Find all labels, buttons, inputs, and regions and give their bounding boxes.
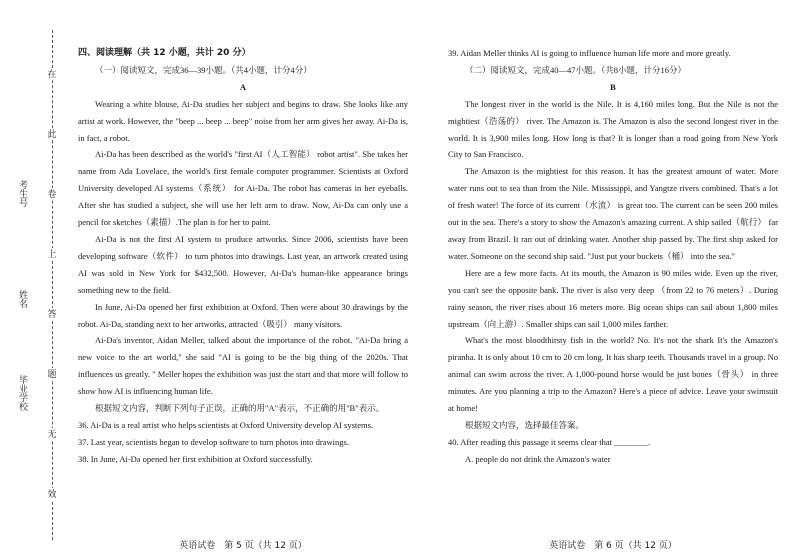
- left-page: [78, 45, 408, 468]
- seal-char: 在: [47, 69, 57, 79]
- page-footer: 英语试卷 第 5 页（共 12 页）: [179, 541, 307, 551]
- seal-char: 题: [47, 369, 57, 379]
- school-label: 毕业学校: [18, 375, 28, 411]
- instruction: 根据短文内容，判断下列句子正误，正确的用"A"表示，不正确的用"B"表示。: [95, 403, 385, 414]
- section-title: 四、阅读理解（共 12 小题，共计 20 分）: [78, 48, 251, 58]
- candidate-number-field[interactable]: [16, 180, 30, 207]
- passage-label: A: [239, 81, 247, 92]
- candidate-number-label: 考生号: [18, 180, 28, 207]
- question-37: 37. Last year, scientists began to develop software to turn photos into drawings.: [78, 436, 349, 447]
- seal-char: 无: [47, 429, 57, 439]
- instruction: 根据短文内容，选择最佳答案。: [465, 419, 585, 430]
- paragraph: Here are a few more facts. At its mouth, the Amazon is 90 miles wide. Even up the river, you can't see the opposite bank. The river is also very deep （from 22 to 76 meters）. During rainy season, the river rises about 16 meters more. Big ocean ships can sail about 1,800 miles upstream（向上游）. Smaller ships can sail 1,000 miles farther.: [448, 267, 778, 329]
- option-a[interactable]: A. people do not drink the Amazon's water: [465, 453, 611, 464]
- paragraph: Wearing a white blouse, Ai-Da studies her subject and begins to draw. She looks like any artist at work. However, the "beep ... beep ... beep" noise from her arm gives her away. Ai-Da is, in fact, a robot.: [78, 98, 408, 143]
- paragraph: The longest river in the world is the Nile. It is 4,160 miles long. But the Nile is not the mightiest（浩荡的） river. The Amazon is. The Amazon is also the second longest river in the world. It is 3,900 miles long. How long is that? It is longer than a road going from New York City to San Francisco.: [448, 98, 778, 160]
- seal-char: 卷: [47, 189, 57, 199]
- paragraph: What's the most bloodthirsty fish in the world? No. It's not the shark It's the Amazon's piranha. It is only about 10 cm to 20 cm long. It has sharp teeth. Thousands travel in a group. No animal can swim across the river. A 1,000-pound horse would be just bones（骨头） in three minutes. Are you planning a trip to the Amazon? Here's a piece of advice. Leave your swimsuit at home!: [448, 335, 778, 414]
- question-38: 38. In June, Ai-Da opened her first exhibition at Oxford successfully.: [78, 453, 313, 464]
- paragraph: Ai-Da has been described as the world's "first AI（人工智能） robot artist". She takes her name from Ada Lovelace, the world's first female computer programmer. Scientists at Oxford University developed AI systems（系统） for Ai-Da. The robot has cameras in her eyeballs. After she has studied a subject, she will use her left arm to draw. Now, Ai-Da can only use a pencil for sketches（素描）.The plan is for her to paint.: [78, 149, 408, 228]
- question-36: 36. Ai-Da is a real artist who helps scientists at Oxford University develop AI systems.: [78, 419, 374, 430]
- sub-instruction: （一）阅读短文，完成36—39小题。（共4小题，计分4分）: [95, 64, 312, 75]
- binding-margin: [0, 0, 62, 560]
- name-field[interactable]: [16, 290, 30, 308]
- school-field[interactable]: [16, 375, 30, 411]
- seal-char: 答: [47, 309, 57, 319]
- paragraph: The Amazon is the mightiest for this reason. It has the greatest amount of water. More water runs out to sea than from the Nile. Mississippi, and Yangtze rivers combined. That's a lot of fresh water! The force of its current（水流） is great too. The current can be seen 200 miles out in the sea. There's a story to show the Amazon's amazing current. A ship sailed（航行） far away from Brazil. It ran out of drinking water. Another ship passed by. The first ship asked for water. Someone on the second ship said. "Just put your buckets（桶） into the sea.": [448, 166, 778, 261]
- seal-char: 此: [47, 129, 57, 139]
- seal-line: [52, 30, 53, 540]
- paragraph: Ai-Da is not the first AI system to produce artworks. Since 2006, scientists have been developing software（软件） to turn photos into drawings. Last year, an artwork created using AI was sold in New York for $432,500. However, Ai-Da's human-like appearance brings something new to the field.: [78, 233, 408, 295]
- paragraph: Ai-Da's inventor, Aidan Meller, talked about the importance of the robot. "Ai-Da bring a new voice to the art world," she said "AI is going to be the big thing of the 2020s. That influences us greatly. " Meller hopes the exhibition was just the start and that more will follow to show how AI is influencing human life.: [78, 335, 408, 397]
- sub-instruction: （二）阅读短文，完成40—47小题。（共8小题，计分16分）: [465, 64, 687, 75]
- name-label: 姓名: [18, 290, 28, 308]
- passage-label: B: [610, 81, 616, 92]
- page-footer: 英语试卷 第 6 页（共 12 页）: [549, 541, 677, 551]
- right-page: [448, 45, 778, 468]
- question-40: 40. After reading this passage it seems clear that ________.: [448, 436, 651, 447]
- seal-char: 上: [47, 249, 57, 259]
- paragraph: In June, Ai-Da opened her first exhibition at Oxford. Then were about 30 drawings by the robot. Ai-Da, standing next to her artworks, attracted（吸引） many visitors.: [78, 301, 408, 329]
- seal-char: 效: [47, 489, 57, 499]
- question-39: 39. Aidan Meller thinks AI is going to influence human life more and more greatly.: [448, 48, 731, 58]
